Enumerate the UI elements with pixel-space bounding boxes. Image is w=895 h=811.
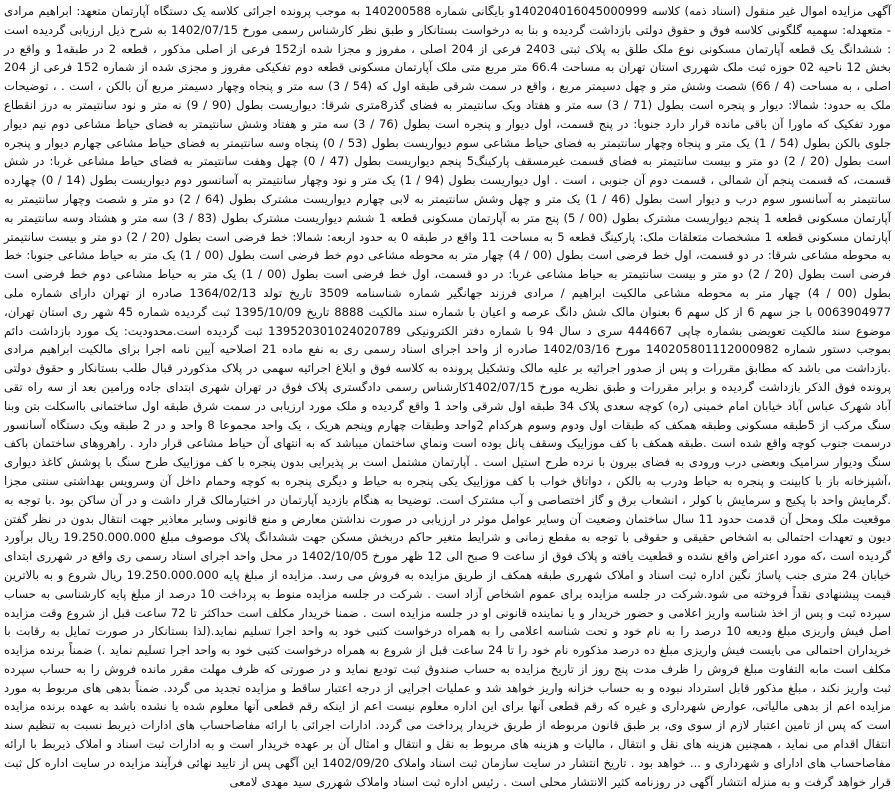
- auction-notice-body: آگهی مزایده اموال غیر منقول (اسناد ذمه) کلاسه 140204016045000999و بایگانی شماره 140200588 به موجب پرونده اجرائی کلاسه یک دستگاه آپارتمان متعهد: ابراهیم مرادی - متعهدله: سهمیه گلگونی کلاسه فوق و حقوق دولتی بازداشت گردیده و بنا به درخواست بستانکار و طبق نظر کارشناس رسمی مورخ 1402/07/15 به شرح ذیل ارزیابی گردیده است : ششدانگ یک قطعه آپارتمان مسکونی نوع ملک طلق به پلاک ثبتی 2403 فرعی از 204 اصلی ، مفروز و مجزا شده از152 فرعی از اصلی مذکور ، قطعه 2 در طبقه1 و واقع در بخش 12 ناحیه 02 حوزه ثبت ملک شهرری استان تهران به مساحت 66.4 متر مربع متی ملک آپارتمان مسکونی قطعه دوم تفکیکی مفروز و مجزی شده از شماره 152 فرعی از 204 اصلی ، به مساحت (4 / 66) شصت وشش متر و چهل دسیمتر مربع ، واقع در سمت شرقی طبقه اول که (54 / 3) سه متر و پنجاه وچهار دسیمتر مربع آن بالکن ، است . ، توضیحات ملک به حدود: شمالا: دیوار و پنجره است بطول (71 / 3) سه متر و هفتاد ویک سانتیمتر به فضای گذر8متری شرقا: دیواریست بطول (90 / 9) نه متر و نود سانتیمتر به درز انقطاع مورد تفکیک که ماورا آن باقی مانده قرار دارد جنوبا: در پنج قسمت، اول دیوار و پنجره است بطول (76 / 3) سه متر و هفتاد وشش سانتیمتر به فضای حیاط مشاعی دوم نیم دیوار جلوی بالکن بطول (54 / 1) یک متر و پنجاه وچهار سانتیمتر به فضای حیاط مشاعی سوم دیواریست بطول (53 / 0) پنجاه وسه سانتیمتر به فضای حیاط مشاعی چهارم دیوار و پنجره است بطول (20 / 2) دو متر و بیست سانتیمتر به فضای قسمت غیرمسقف پارکینگ5 پنجم دیواریست بطول (47 / 0) چهل وهفت سانتیمتر به فضای حیاط مشاعی غربا: در شش قسمت، که قسمت پنجم آن شمالی ، قسمت دوم آن جنوبی ، است . اول دیواریست بطول (94 / 1) یک متر و نود وچهار سانتیمتر به آسانسور دوم دیواریست بطول (14 / 0) چهارده سانتیمتر به آسانسور سوم درب و دیوار است بطول (46 / 1) یک متر و چهل وشش سانتیمتر به لابی چهارم دیواریست مشترک بطول (64 / 2) دو متر و شصت وچهار سانتیمتر به آپارتمان مسکونی قطعه 1 پنجم دیواریست مشترک بطول (00 / 5) پنج متر به آپارتمان مسکونی قطعه 1 ششم دیواریست مشترک بطول (83 / 3) سه متر و هشتاد وسه سانتیمتر به آپارتمان مسکونی قطعه 1 مشخصات متعلقات ملک: پارکینگ قطعه 5 به مساحت 11 واقع در طبقه 0 به حدود اربعه: شمالا: خط فرضی است بطول (20 / 2) دو متر و بیست سانتیمتر به محوطه مشاعی شرقا: در دو قسمت، اول خط فرضی است بطول (00 / 4) چهار متر به محوطه مشاعی دوم خط فرضی است بطول (00 / 1) یک متر به حیاط مشاعی جنوبا: خط فرضی است بطول (20 / 2) دو متر و بیست سانتیمتر به حیاط مشاعی غربا: در دو قسمت، اول خط فرضی است بطول (00 / 1) یک متر به حیاط مشاعی دوم خط فرضی است بطول (00 / 4) چهار متر به محوطه مشاعی مالکیت ابراهیم / مرادی فرزند جهانگیر شماره شناسنامه 3509 تاریخ تولد 1364/02/13 صادره از تهران دارای شماره ملی 0063904977 با جز سهم 6 از کل سهم 6 بعنوان مالک شش دانگ عرصه و اعیان با شماره سند مالکیت 8888 تاریخ 1395/10/09 ثبت گردیده شماره 45 شهر ری استان تهران، موضوع سند مالکیت تعویضی بشماره چاپی 444667 سری د سال 94 با شماره دفتر الکترونیکی 139520301024020789 ثبت گردیده است.محدودیت: یک مورد بازداشت دائم بموجب دستور شماره 140205801112000982 مورخ 1402/03/16 صادره از واحد اجرای اسناد رسمی ری به نفع ماده 21 اصلاحیه آیین نامه اجرا برای مالکیت ابراهیم مرادی .بازداشت می باشد که مطابق مقررات و پس از صدور اجرائیه بر علیه مالک وتشکیل پرونده به کلاسه فوق و ابلاغ اجرائیه سهمی در پلاک مذکوردر قبال طلب بستانکار و حقوق دولتی پرونده فوق الذکر بازداشت گردیده و برابر مقررات و طبق نظریه مورخ 1402/07/15کارشناس رسمی دادگستری پلاک فوق در تهران شهری ابتدای جاده ورامین بعد از سه راه تقی آباد شهرک عباس آباد خیابان امام خمینی (ره) کوچه سعدی پلاک 34 طبقه اول شرقی واحد 1 واقع گردیده و ملک مورد ارزیابی در سمت شرق طبقه اول ساختمانی بااسکلت بتن وبنا سنگ مرکب از 5طبقه مسکونی وطبقه همکف که طبقات اول ودوم وسوم هرکدام 2واحد وطبقات چهارم وپنجم هریک ، یک واحد مجموعا 8 واحد و در 2 طبقه ویک دستگاه آسانسور درسمت جنوب کوچه واقع شده است .طبقه همکف با کف موزاییک وسقف پانل بوده است ونماي ساختمان میباشد که به انتهای آن حیاط مشاعی قرار دارد . راهروهای ساختمان باکف سنگ ودیوار سرامیک وبعضی درب ورودی به فضای بیرون با نرده طرح استیل است . آپارتمان مشتمل است بر پذیرایی بدون پنجره با کف موزاییک طرح سنگ با پوشش کاغذ دیواری ،آشپزخانه باز با کابینت و پنجره به حیاط ودرب به بالکن ، دواتاق خواب با کف موزاییک یکی پنجره به حیاط و دیگری پنجره به کوچه وحمام داخل آن وسرویس بهداشتی سنتی مجزا .گرمایش واحد با پکیج و سرمایش با کولر ، انشعاب برق و گاز اختصاصی و آب مشترک است. توضیحا به هنگام بازدید آپارتمان در اختیارمالک قرار داشت و در آن ساکن بود .با توجه به موقعیت ملک ومحل آن قدمت حدود 11 سال ساختمان وضعیت آن وسایر عوامل موثر در ارزیابی در صورت نداشتن معارض و منع قانونی وسایر معاذیر جهت انتقال بدون در نظر گفتن دیون و تعهدات احتمالی به اشخاص حقیقی و حقوقی با توجه به مقطع زمانی و شرایط متغیر حاکم دربخش مسکن جهت ششدانگ پلاک موصوف مبلغ 19.250.000.000 ریال برآورد گردیده است ،که مورد اعتراض واقع نشده و قطعیت یافته و پلاک فوق از ساعت 9 صبح الی 12 ظهر مورخ 1402/10/05 در محل واحد اجرای اسناد رسمی ری واقع در شهرری ابتدای خیابان 24 متری جنب پاساژ نگین اداره ثبت اسناد و املاک شهرری طبقه همکف از طریق مزایده به فروش می رسد. مزایده از مبلغ پایه 19.250.000.000 ریال شروع و به بالاترین قیمت پیشنهادی نقداً فروخته می شود.شرکت در جلسه مزایده برای عموم اشخاص آزاد است . شرکت در جلسه مزایده منوط به پرداخت 10 درصد از مبلغ پایه کارشناسی به حساب سپرده ثبت و پس از اخذ شناسه واریز اعلامی و حضور خریدار و یا نماینده قانونی او در جلسه مزایده است . ضمنا خریدار مکلف است حداکثر تا 72 ساعت قبل از شروع وقت مزایده اصل فیش واریزی مبلغ ودیعه 10 درصد را به نام خود و تحت شناسه اعلامی را به همراه درخواست کتبی خود به واحد اجرا تسلیم نماید.(لذا بستانکار در صورت تمایل به رقابت با خریداران احتمالی می بایست فیش واریزی مبلغ ده درصد مذکوره نام خود را تا 24 ساعت قبل از شروع به همراه درخواست کتبی خود به واحد اجرا تسلیم نماید .) ضمناً برنده مزایده مکلف است مابه التفاوت مبلغ فروش را ظرف مدت پنج روز از تاریخ مزایده به حساب صندوق ثبت تودیع نماید و در صورتی که ظرف مهلت مقرر مانده فروش را به حساب سپرده ثبت واریز نکند ، مبلغ مذکور قابل استرداد نبوده و به حساب خزانه واریز خواهد شد و عملیات اجرایی از درجه اعتبار ساقط و مزایده تجدید می گردد. ضمناً بدهی های مربوط به مورد مزایده اعم از بدهی مالیاتی، عوارض شهرداری و غیره که رقم قطعی آنها برای این اداره معلوم نیست اعم از اینکه رقم قطعی آنها معلوم شده یا نشده باشد به عهده برنده مزایده است که پس از تامین اعتبار لازم از سوی وی، بر طبق قانون مربوطه از طریق خریدار پرداخت می گردد. ادارات اجرائی با ارائه مفاصاحساب های ادارات ذیربط نسبت به تنظیم سند انتقال اقدام می نماید ، همچنین هزینه های نقل و انتقال ، مالیات و هزینه های مربوط به نقل و انتقال و امثال آن بر عهده خریدار است و به ادارات ثبت اسناد و املاک ذیربط با ارائه مفاصاحساب های ادارای و شهرداری و ... خواهد بود . تاریخ انتشار در سایت سازمان ثبت اسناد واملاک 1402/09/20 این آگهی پس از تایید نهائی فرآیند مزایده در سایت اداره کل ثبت قرار خواهد گرفت و به منزله انتشار آگهی در روزنامه کثیر الانتشار محلی است . رئیس اداره ثبت اسناد واملاک شهرری سید مهدی لامعی: [4, 4, 892, 789]
